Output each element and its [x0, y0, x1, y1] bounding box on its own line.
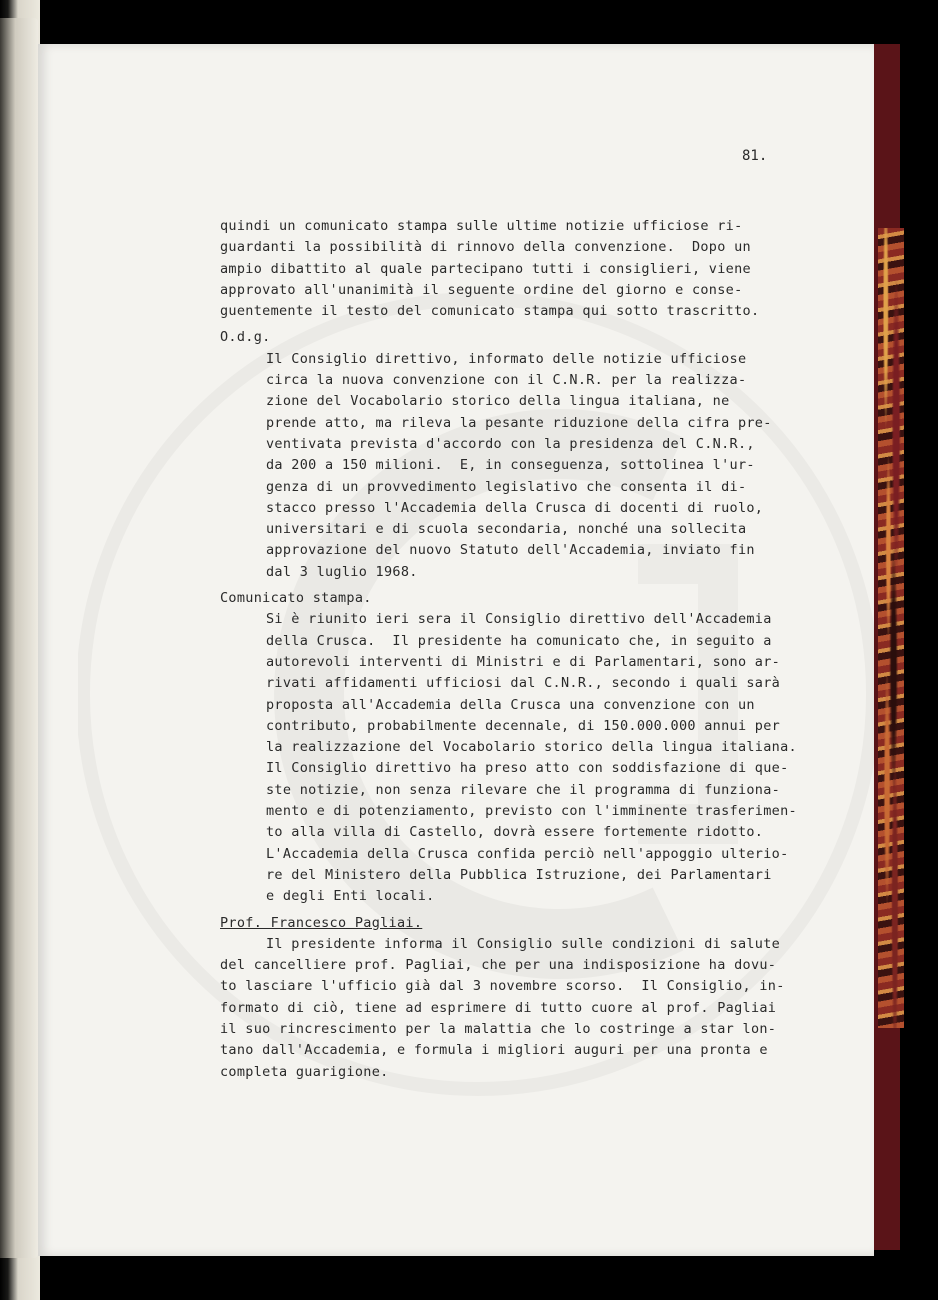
text-line: zione del Vocabolario storico della lingua italiana, ne — [266, 393, 730, 410]
text-line: Il Consiglio direttivo, informato delle notizie ufficiose — [266, 350, 747, 367]
text-line: autorevoli interventi di Ministri e di Parlamentari, sono ar- — [266, 653, 781, 670]
odg-text — [220, 349, 820, 583]
text-line: genza di un provvedimento legislativo che consenta il di- — [266, 478, 747, 495]
text-line: stacco presso l'Accademia della Crusca di docenti di ruolo, — [266, 499, 764, 516]
text-line: del cancelliere prof. Pagliai, che per una indisposizione ha dovu- — [220, 957, 777, 974]
text-line: della Crusca. Il presidente ha comunicato che, in seguito a — [266, 632, 772, 649]
text-line: proposta all'Accademia della Crusca una convenzione con un — [266, 696, 755, 713]
text-line: mento e di potenziamento, previsto con l'imminente trasferimen- — [266, 803, 797, 820]
text-line: il suo rincrescimento per la malattia che lo costringe a star lon- — [220, 1020, 777, 1037]
text-line: completa guarigione. — [220, 1063, 389, 1080]
text-line: dal 3 luglio 1968. — [266, 563, 418, 580]
text-line: ampio dibattito al quale partecipano tutti i consiglieri, viene — [220, 260, 751, 277]
text-line: la realizzazione del Vocabolario storico della lingua italiana. — [266, 739, 797, 756]
document-body — [220, 144, 820, 1083]
text-line: re del Ministero della Pubblica Istruzione, dei Parlamentari — [266, 866, 772, 883]
pagliai-heading: Prof. Francesco Pagliai. — [220, 914, 423, 931]
text-line: ventivata prevista d'accordo con la presidenza del C.N.R., — [266, 435, 755, 452]
text-line: da 200 a 150 milioni. E, in conseguenza, sottolinea l'ur- — [266, 457, 755, 474]
intro-paragraph — [220, 216, 820, 322]
facing-page-edge — [0, 18, 38, 1258]
text-line: ste notizie, non senza rilevare che il programma di funziona- — [266, 781, 781, 798]
text-line: Il Consiglio direttivo ha preso atto con soddisfazione di que- — [266, 760, 789, 777]
text-line: rivati affidamenti ufficiosi dal C.N.R., secondo i quali sarà — [266, 675, 781, 692]
text-line: circa la nuova convenzione con il C.N.R. per la realizza- — [266, 372, 747, 389]
text-line: tano dall'Accademia, e formula i migliori auguri per una pronta e — [220, 1042, 768, 1059]
text-line: universitari e di scuola secondaria, nonché una sollecita — [266, 521, 747, 538]
marbled-endpaper — [878, 228, 904, 1028]
text-line: guentemente il testo del comunicato stampa qui sotto trascritto. — [220, 303, 760, 320]
comunicato-text — [220, 609, 820, 907]
text-line: Si è riunito ieri sera il Consiglio direttivo dell'Accademia — [266, 611, 772, 628]
text-line: L'Accademia della Crusca confida perciò nell'appoggio ulterio- — [266, 845, 789, 862]
facing-page — [0, 0, 40, 1300]
document-page — [38, 44, 874, 1256]
text-line: prende atto, ma rileva la pesante riduzione della cifra pre- — [266, 414, 772, 431]
text-line: to lasciare l'ufficio già dal 3 novembre scorso. Il Consiglio, in- — [220, 978, 785, 995]
text-line: guardanti la possibilità di rinnovo della convenzione. Dopo un — [220, 239, 751, 256]
pagliai-paragraph — [220, 934, 820, 1083]
text-line: approvazione del nuovo Statuto dell'Accademia, inviato fin — [266, 542, 755, 559]
text-line: Il presidente informa il Consiglio sulle condizioni di salute — [266, 935, 781, 952]
text-line: e degli Enti locali. — [266, 888, 435, 905]
odg-heading: O.d.g. — [220, 329, 271, 346]
text-line: to alla villa di Castello, dovrà essere fortemente ridotto. — [266, 824, 764, 841]
page-number: 81. — [742, 148, 768, 164]
text-line: approvato all'unanimità il seguente ordine del giorno e conse- — [220, 281, 743, 298]
text-line: formato di ciò, tiene ad esprimere di tutto cuore al prof. Pagliai — [220, 999, 777, 1016]
text-line: contributo, probabilmente decennale, di 150.000.000 annui per — [266, 717, 781, 734]
text-line: quindi un comunicato stampa sulle ultime notizie ufficiose ri- — [220, 218, 743, 234]
comunicato-heading: Comunicato stampa. — [220, 590, 372, 607]
